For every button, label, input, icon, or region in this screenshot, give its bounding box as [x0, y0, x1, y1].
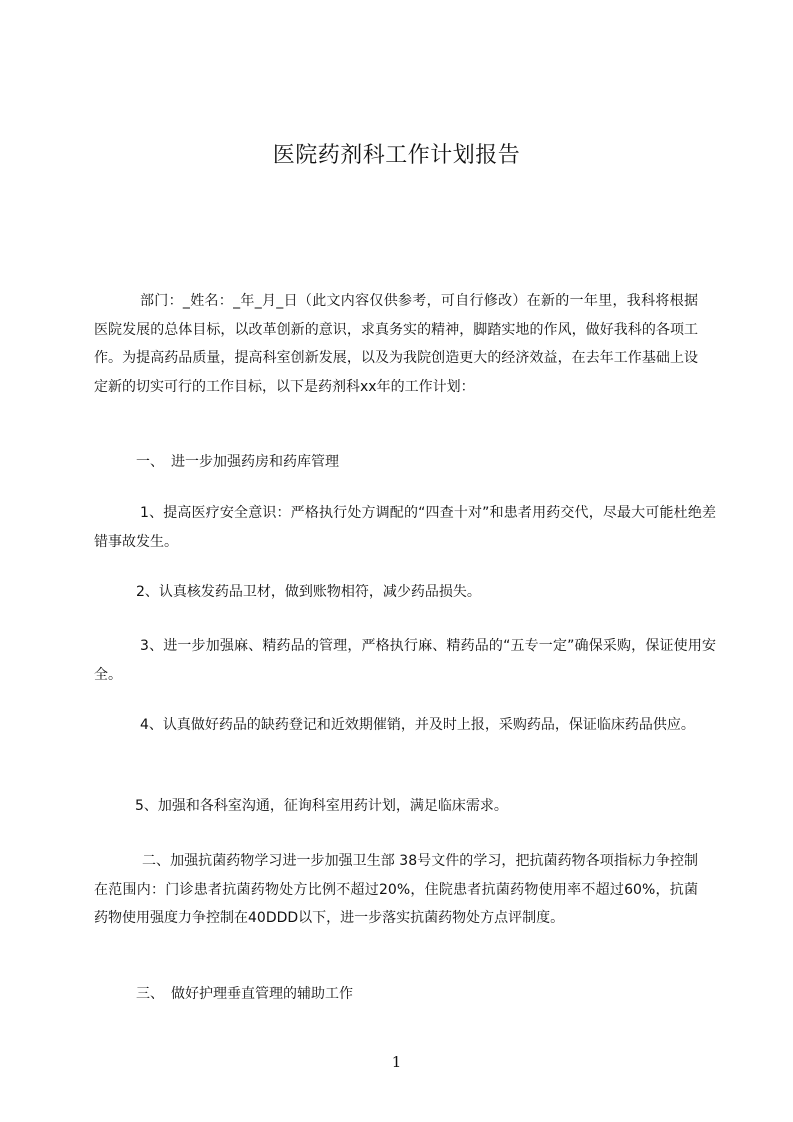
list-item-5: 5、加强和各科室沟通，征询科室用药计划，满足临床需求。: [135, 798, 508, 814]
section-heading-3: 三、 做好护理垂直管理的辅助工作: [136, 986, 353, 1002]
list-item-3: 3、进一步加强麻、精药品的管理，严格执行麻、精药品的“五专一定”确保采购，保证使用安全。: [94, 638, 716, 683]
list-item-2: 2、认真核发药品卫材，做到账物相符，减少药品损失。: [136, 584, 481, 600]
list-item-1: 1、提高医疗安全意识：严格执行处方调配的“四查十对”和患者用药交代，尽最大可能杜绝差错事故发生。: [94, 505, 716, 550]
section-heading-1: 一、 进一步加强药房和药库管理: [136, 454, 339, 470]
section-heading-2: 二、加强抗菌药物学习进一步加强卫生部 38号文件的学习，把抗菌药物各项指标力争控制在范围内：门诊患者抗菌药物处方比例不超过20%，住院患者抗菌药物使用率不超过60%，抗菌药物使用强度力争控制在40DDD以下，进一步落实抗菌药物处方点评制度。: [94, 853, 698, 926]
intro-paragraph: 部门：_姓名：_年_月_日（此文内容仅供参考，可自行修改）在新的一年里，我科将根据医院发展的总体目标，以改革创新的意识，求真务实的精神，脚踏实地的作风，做好我科的各项工作。为提高药品质量，提高科室创新发展，以及为我院创造更大的经济效益，在去年工作基础上设定新的切实可行的工作目标，以下是药剂科xx年的工作计划：: [94, 293, 698, 395]
document-title: 医院药剂科工作计划报告: [272, 143, 521, 168]
list-item-4: 4、认真做好药品的缺药登记和近效期催销，并及时上报，采购药品，保证临床药品供应。: [140, 717, 695, 733]
page-number: 1: [391, 1053, 402, 1071]
